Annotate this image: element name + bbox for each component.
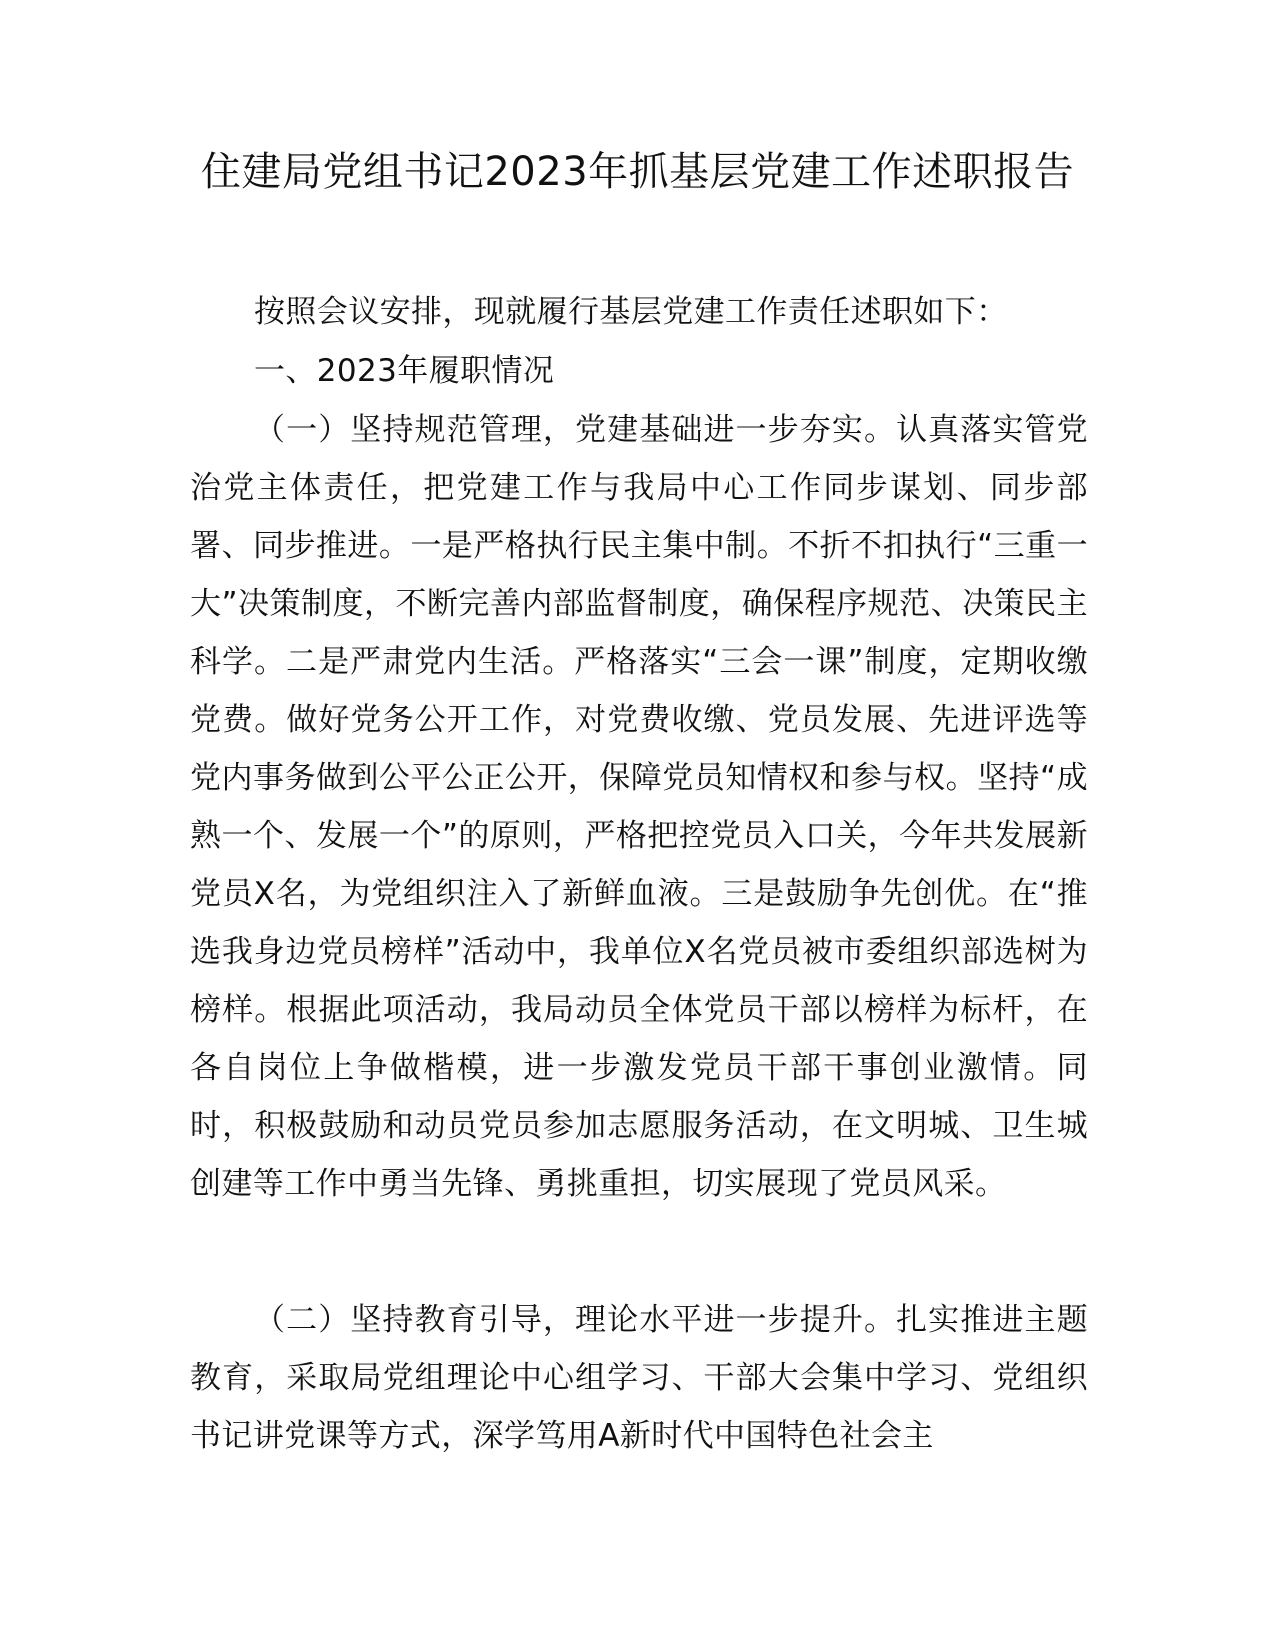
intro-paragraph: 按照会议安排，现就履行基层党建工作责任述职如下： [254, 294, 1008, 330]
body-paragraph-2: （二）坚持教育引导，理论水平进一步提升。扎实推进主题教育，采取局党组理论中心组学习、干部大会集中学习、党组织书记讲党课等方式，深学笃用A新时代中国特色社会主 [190, 1302, 1088, 1454]
body-paragraph-1: （一）坚持规范管理，党建基础进一步夯实。认真落实管党治党主体责任，把党建工作与我局中心工作同步谋划、同步部署、同步推进。一是严格执行民主集中制。不折不扣执行“三重一大”决策制度，不断完善内部监督制度，确保程序规范、决策民主科学。二是严肃党内生活。严格落实“三会一课”制度，定期收缴党费。做好党务公开工作，对党费收缴、党员发展、先进评选等党内事务做到公平公正公开，保障党员知情权和参与权。坚持“成熟一个、发展一个”的原则，严格把控党员入口关，今年共发展新党员X名，为党组织注入了新鲜血液。三是鼓励争先创优。在“推选我身边党员榜样”活动中，我单位X名党员被市委组织部选树为榜样。根据此项活动，我局动员全体党员干部以榜样为标杆，在各自岗位上争做楷模，进一步激发党员干部干事创业激情。同时，积极鼓励和动员党员参加志愿服务活动，在文明城、卫生城创建等工作中勇当先锋、勇挑重担，切实展现了党员风采。 [190, 412, 1088, 1202]
section-heading: 一、2023年履职情况 [254, 353, 555, 389]
document-title: 住建局党组书记2023年抓基层党建工作述职报告 [200, 149, 1075, 195]
